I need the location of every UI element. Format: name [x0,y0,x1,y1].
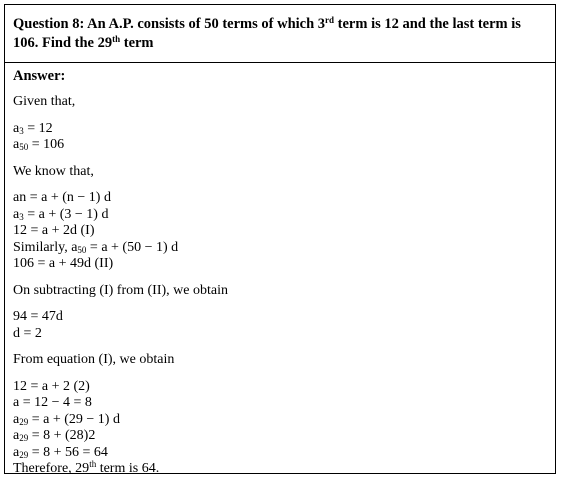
similarly-formula: Similarly, $a_{50} = a + (50 - 1)$ d [13,239,179,255]
a3-formula: $a_3 = a + (3 - 1)$ d [13,206,109,222]
a-value: a = 12 − 4 = 8 [13,395,92,410]
an-formula: an = a + (n − 1) d [13,190,111,205]
question-sup-rd: rd [325,15,335,25]
question-sup-th: th [112,34,121,44]
question-text-c: term [120,35,154,51]
substitution-12: 12 = a + 2 (2) [13,378,90,394]
subtracting-text: On subtracting (I) from (II), we obtain [13,282,228,298]
therefore-conclusion: Therefore, 29th term is 64. [13,459,160,476]
equation-one: 12 = a + 2d (I) [13,223,95,238]
we-know-that-text: We know that, [13,163,94,179]
question-text-a: An A.P. consists of 50 terms of which 3 [84,16,326,32]
answer-label: Answer: [13,68,66,84]
a29-formula: $a_{29} = a + (29 - 1)$ d [13,411,120,427]
qa-box [4,4,556,474]
a3-equation: $a_3 = 12$ [13,120,53,136]
given-that-text: Given that, [13,94,76,109]
question-label: Question 8: [13,16,85,32]
question-header [5,5,555,63]
d-value: d = 2 [13,325,42,341]
equation-two: 106 = a + 49d (II) [13,256,114,271]
from-equation-text: From equation (I), we obtain [13,352,175,367]
answer-section [13,67,549,478]
a50-equation: $a_{50} = 106$ [13,137,65,152]
a29-substitution: $a_{29} = 8 + (28)2$ [13,428,96,443]
step-94: 94 = 47d [13,309,63,324]
a29-result: $a_{29} = 8 + 56 = 64$ [13,444,108,460]
question-text-b: term is 12 and the last term is 106. Find the 29 [13,16,521,51]
